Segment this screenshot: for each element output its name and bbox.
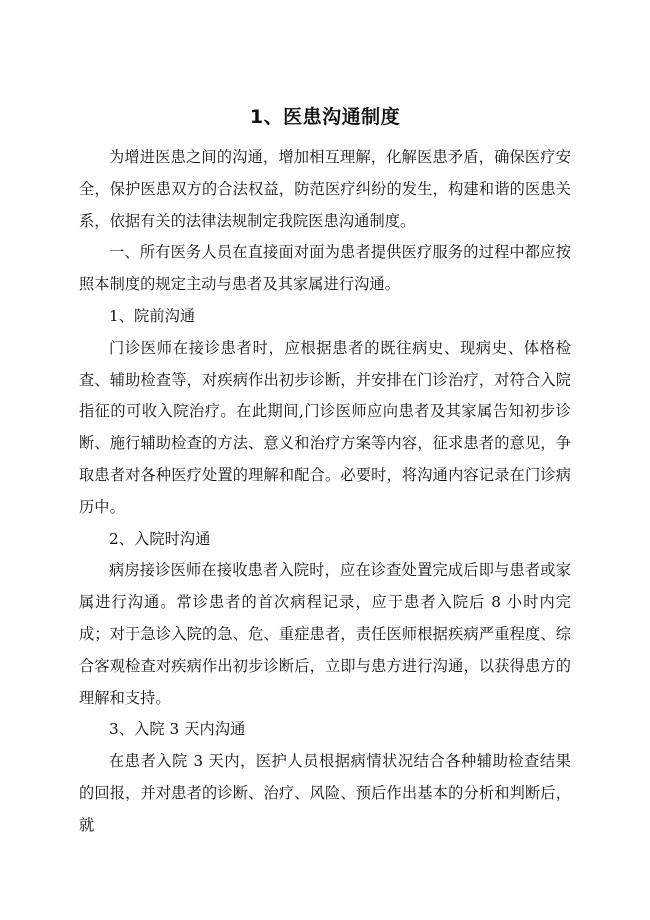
paragraph-admission: 病房接诊医师在接收患者入院时，应在诊查处置完成后即与患者或家属进行沟通。常诊患者的首次病程记录，应于患者入院后 8 小时内完成；对于急诊入院的急、危、重症患者，责任医师根据疾病严重程度、综合客观检查对疾病作出初步诊断后，立即与患方进行沟通，以获得患方的理解和支持。: [79, 561, 571, 707]
paragraph-intro: 为增进医患之间的沟通，增加相互理解，化解医患矛盾，确保医疗安全，保护医患双方的合法权益，防范医疗纠纷的发生，构建和谐的医患关系，依据有关的法律法规制定我院医患沟通制度。: [79, 148, 571, 230]
document-body: [79, 142, 571, 842]
subheading-three-days: 3、入院 3 天内沟通: [109, 720, 246, 739]
paragraph-pre-admission: 门诊医师在接诊患者时，应根据患者的既往病史、现病史、体格检查、辅助检查等，对疾病作出初步诊断，并安排在门诊治疗，对符合入院指征的可收入院治疗。在此期间,门诊医师应向患者及其家属告知初步诊断、施行辅助检查的方法、意义和治疗方案等内容，征求患者的意见，争取患者对各种医疗处置的理解和配合。必要时，将沟通内容记录在门诊病历中。: [79, 338, 571, 516]
subheading-admission: 2、入院时沟通: [109, 529, 211, 548]
paragraph-section-one: 一、所有医务人员在直接面对面为患者提供医疗服务的过程中都应按照本制度的规定主动与患者及其家属进行沟通。: [79, 243, 571, 294]
subheading-pre-admission: 1、院前沟通: [109, 306, 196, 325]
paragraph-three-days: 在患者入院 3 天内，医护人员根据病情状况结合各种辅助检查结果的回报，并对患者的诊断、治疗、风险、预后作出基本的分析和判断后，就: [79, 752, 571, 834]
document-title: 1、医患沟通制度: [249, 106, 401, 128]
